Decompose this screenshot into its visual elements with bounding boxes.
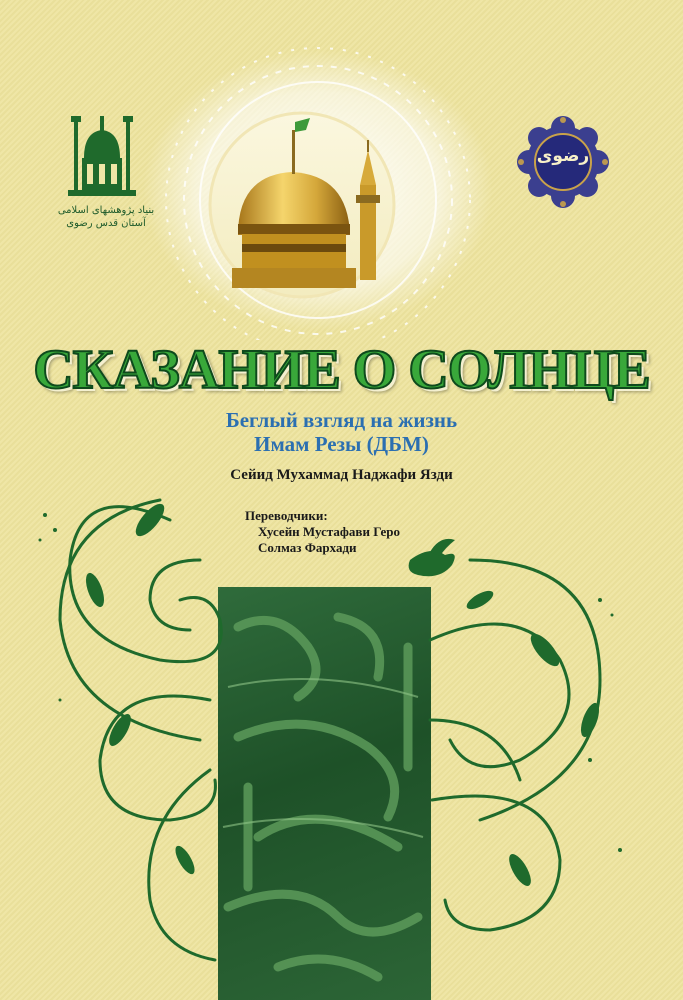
subtitle-line-1: Беглый взгляд на жизнь [225, 408, 458, 432]
publisher-line-1: بنیاد پژوهشهای اسلامی [57, 205, 155, 216]
publisher-line-2: آستان قدس رضوی [66, 218, 146, 229]
translator-name: Хусейн Мустафави Геро [258, 524, 400, 539]
series-logo-text: رضوی [536, 146, 590, 166]
book-title: СКАЗАНИЕ О СОЛНЦЕ [33, 339, 650, 401]
translators-label: Переводчики: [245, 508, 328, 523]
subtitle-line-2: Имам Резы (ДБМ) [254, 432, 429, 456]
author-name: Сейид Мухаммад Наджафи Язди [230, 467, 453, 483]
translator-name: Солмаз Фархади [258, 540, 357, 555]
